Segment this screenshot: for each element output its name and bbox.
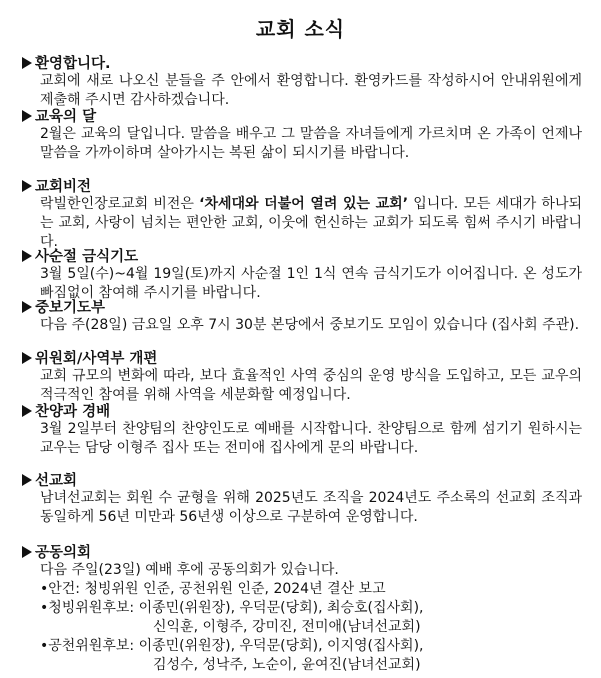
section-heading	[22, 176, 582, 195]
section-heading-label: 환영합니다.	[35, 56, 111, 72]
page-title: 교회 소식	[255, 17, 346, 41]
search-committee-candidates: •청빙위원후보: 이종민(위원장), 우덕문(당회), 최승호(집사회),	[40, 600, 424, 616]
vision-text-before: 락빌한인장로교회 비전은	[40, 196, 200, 212]
section-body	[40, 561, 582, 675]
section-church-vision	[22, 176, 582, 252]
section-heading-label: 찬양과 경배	[35, 404, 111, 420]
section-body: 남녀선교회는 회원 수 균형을 위해 2025년도 조직을 2024년도 주소록의 선교회 조직과 동일하게 56년 미만과 56년생 이상으로 구분하여 운영합니다.	[40, 490, 582, 525]
search-committee-candidates-cont: 신익훈, 이형주, 강미진, 전미애(남녀선교회)	[153, 619, 421, 635]
section-body	[40, 195, 582, 252]
triangle-bullet-icon	[22, 474, 32, 486]
section-body: 교회에 새로 나오신 분들을 주 안에서 환영합니다. 환영카드를 작성하시어 안내위원에게 제출해 주시면 감사하겠습니다.	[40, 73, 582, 108]
section-heading	[22, 246, 582, 265]
section-welcome	[22, 53, 582, 110]
section-praise-worship	[22, 401, 582, 458]
section-heading-label: 위원회/사역부 개편	[35, 351, 158, 367]
triangle-bullet-icon	[22, 180, 32, 192]
section-congregational-meeting	[22, 542, 582, 675]
section-heading-label: 교육의 달	[35, 109, 97, 125]
section-heading	[22, 106, 582, 125]
section-heading-label: 사순절 금식기도	[35, 249, 139, 265]
section-lent-fasting	[22, 246, 582, 303]
triangle-bullet-icon	[22, 546, 32, 558]
section-body: 3월 5일(수)~4월 19일(토)까지 사순절 1인 1식 연속 금식기도가 이어집니다. 온 성도가 빠짐없이 참여해 주시기를 바랍니다.	[40, 266, 582, 301]
vision-text-after: 입니다. 모든 세대가 하나되는 교회, 사랑이 넘치는 편안한 교회, 이웃에 헌신하는 교회가 되도록 힘써 주시기 바랍니다.	[40, 196, 582, 250]
triangle-bullet-icon	[22, 110, 32, 122]
nominating-committee-candidates-cont: 김성수, 성낙주, 노순이, 윤여진(남녀선교회)	[153, 657, 421, 673]
section-heading	[22, 470, 582, 489]
section-heading	[22, 348, 582, 367]
section-body: 다음 주(28일) 금요일 오후 7시 30분 본당에서 중보기도 모임이 있습니다 (집사회 주관).	[40, 317, 580, 333]
section-mission-society	[22, 470, 582, 527]
section-heading-label: 공동의회	[35, 545, 92, 561]
section-heading-label: 선교회	[35, 473, 78, 489]
meeting-announcement: 다음 주일(23일) 예배 후에 공동의회가 있습니다.	[40, 562, 339, 578]
triangle-bullet-icon	[22, 405, 32, 417]
section-heading-label: 중보기도부	[35, 300, 106, 316]
section-education-month	[22, 106, 582, 163]
section-committee-reorg	[22, 348, 582, 405]
section-intercessory-prayer	[22, 297, 582, 335]
section-heading	[22, 53, 582, 72]
vision-statement: ‘차세대와 더불어 열려 있는 교회’	[199, 196, 409, 212]
triangle-bullet-icon	[22, 352, 32, 364]
triangle-bullet-icon	[22, 250, 32, 262]
section-heading-label: 교회비전	[35, 179, 92, 195]
nominating-committee-candidates: •공천위원후보: 이종민(위원장), 우덕문(당회), 이지영(집사회),	[40, 638, 424, 654]
triangle-bullet-icon	[22, 301, 32, 313]
section-heading	[22, 401, 582, 420]
section-heading	[22, 297, 582, 316]
section-body: 2월은 교육의 달입니다. 말씀을 배우고 그 말씀을 자녀들에게 가르치며 온 가족이 언제나 말씀을 가까이하며 살아가시는 복된 삶이 되시기를 바랍니다.	[40, 126, 582, 161]
triangle-bullet-icon	[22, 57, 32, 69]
section-body: 3월 2일부터 찬양팀의 찬양인도로 예배를 시작합니다. 찬양팀으로 함께 섬기기 원하시는 교우는 담당 이형주 집사 또는 전미애 집사에게 문의 바랍니다.	[40, 421, 582, 456]
section-heading	[22, 542, 582, 561]
section-body: 교회 규모의 변화에 따라, 보다 효율적인 사역 중심의 운영 방식을 도입하고, 모든 교우의 적극적인 참여를 위해 사역을 세분화할 예정입니다.	[40, 368, 583, 403]
meeting-agenda: •안건: 청빙위원 인준, 공천위원 인준, 2024년 결산 보고	[40, 581, 386, 597]
